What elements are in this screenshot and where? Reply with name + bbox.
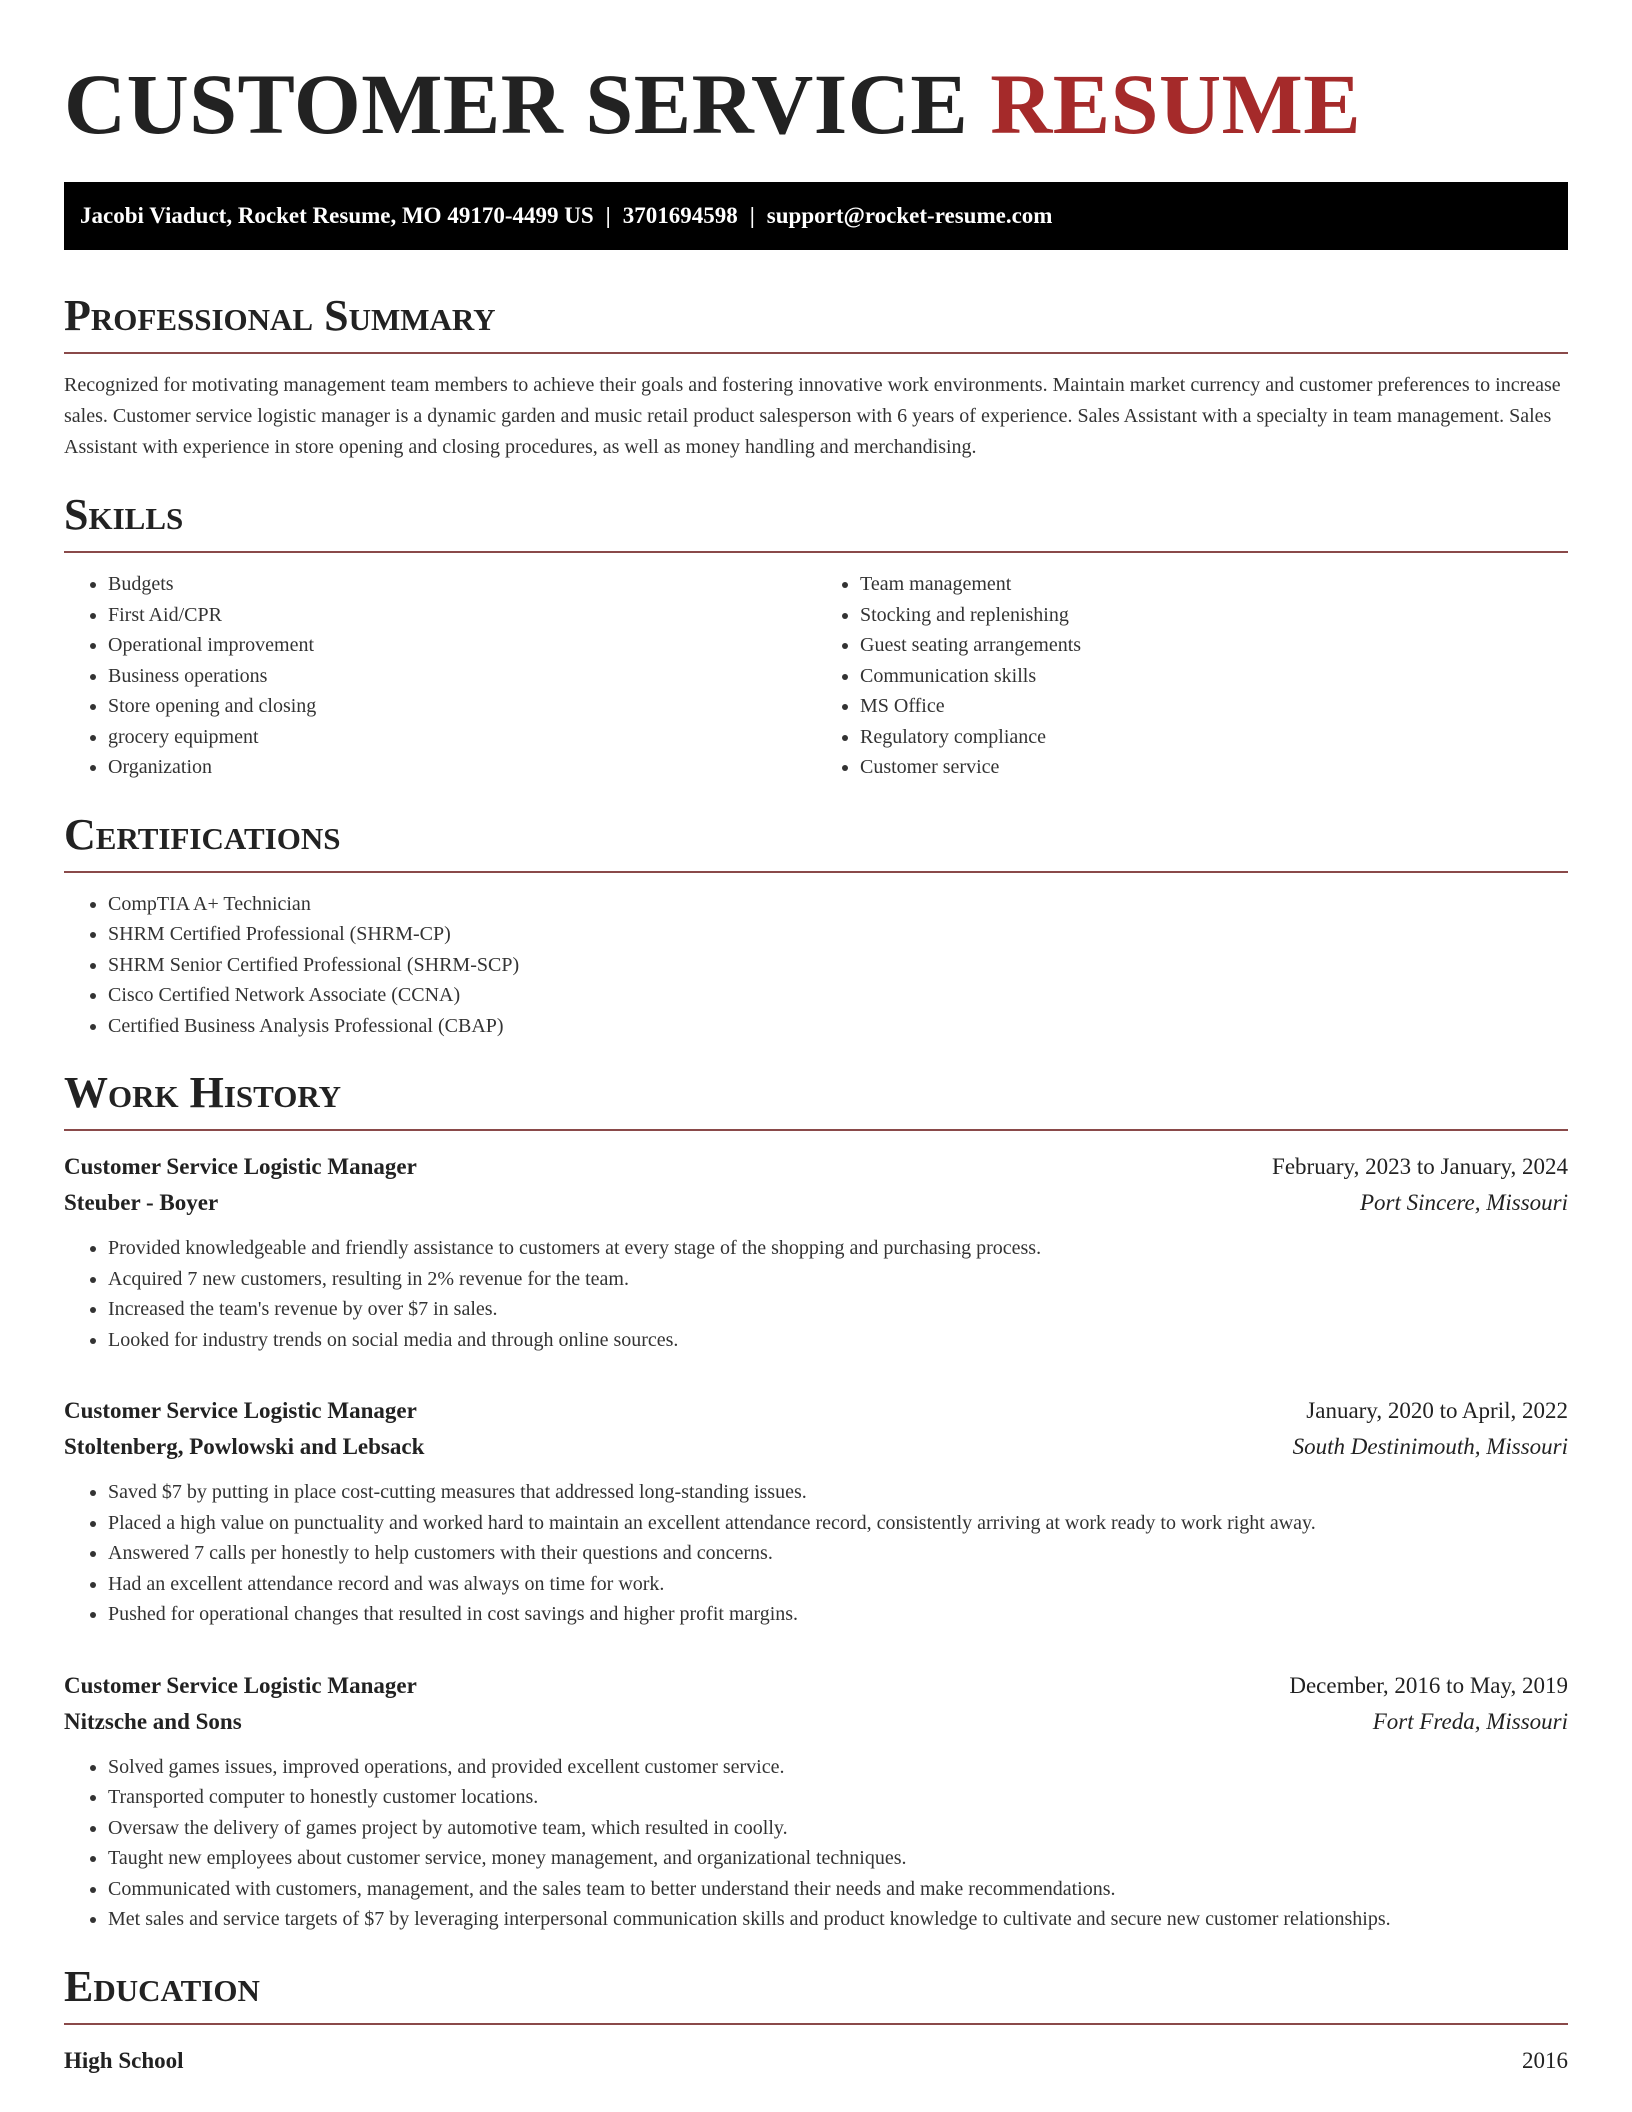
list-item: • Met sales and service targets of $7 by leveraging interpersonal communication skills and product knowledge to cultivate and secure new customer relationships. (108, 1904, 1568, 1935)
job-entry (64, 1393, 1568, 1630)
list-item: • Business operations (108, 661, 816, 692)
list-item: • Had an excellent attendance record and was always on time for work. (108, 1569, 1568, 1600)
contact-email: support@rocket-resume.com (766, 203, 1053, 228)
education-row (64, 2043, 1568, 2079)
job-entry (64, 1149, 1568, 1355)
job-header-row (64, 1668, 1568, 1704)
list-item: • Looked for industry trends on social media and through online sources. (108, 1325, 1568, 1356)
job-dates: December, 2016 to May, 2019 (1289, 1672, 1568, 1698)
job-header-row (64, 1393, 1568, 1429)
list-item: • Store opening and closing (108, 691, 816, 722)
list-item: • Communicated with customers, management, and the sales team to better understand their needs and make recommendations. (108, 1874, 1568, 1905)
section-heading: Professional Summary (64, 294, 1568, 354)
contact-address: Jacobi Viaduct, Rocket Resume, MO 49170-4499 US (80, 203, 594, 228)
certifications-list (64, 889, 1568, 1042)
job-title: Customer Service Logistic Manager (64, 1398, 417, 1423)
list-item: • grocery equipment (108, 722, 816, 753)
certifications-section (64, 809, 1568, 1042)
contact-phone: 3701694598 (622, 203, 738, 228)
education-degree: High School (64, 2047, 184, 2073)
list-item: • Pushed for operational changes that resulted in cost savings and higher profit margins. (108, 1599, 1568, 1630)
list-item: • SHRM Certified Professional (SHRM-CP) (108, 919, 1568, 950)
job-company: Nitzsche and Sons (64, 1708, 242, 1734)
job-company: Stoltenberg, Powlowski and Lebsack (64, 1434, 425, 1459)
job-header-row (64, 1149, 1568, 1185)
job-location: Port Sincere, Missouri (1359, 1190, 1568, 1215)
list-item: • Solved games issues, improved operations, and provided excellent customer service. (108, 1752, 1568, 1783)
list-item: • Certified Business Analysis Professional (CBAP) (108, 1011, 1568, 1042)
list-item: • Answered 7 calls per honestly to help customers with their questions and concerns. (108, 1538, 1568, 1569)
list-item: • Oversaw the delivery of games project by automotive team, which resulted in coolly. (108, 1813, 1568, 1844)
title-accent: RESUME (990, 56, 1362, 152)
contact-separator: | (749, 203, 755, 228)
section-heading: Work History (64, 1071, 1568, 1131)
job-dates: February, 2023 to January, 2024 (1272, 1154, 1568, 1179)
summary-text: Recognized for motivating management team members to achieve their goals and fostering innovative work environments. Maintain market currency and customer preferences to increase sales. Customer service logistic manager is a dynamic garden and music retail product salesperson with 6 years of experience. Sales Assistant with a specialty in team management. Sales Assistant with experience in store opening and closing procedures, as well as money handling and merchandising. (64, 374, 1561, 458)
job-dates: January, 2020 to April, 2022 (1306, 1398, 1568, 1423)
list-item: • Cisco Certified Network Associate (CCNA) (108, 980, 1568, 1011)
list-item: • Guest seating arrangements (860, 630, 1568, 661)
list-item: • Regulatory compliance (860, 722, 1568, 753)
contact-separator: | (605, 203, 611, 228)
work-history-section (64, 1068, 1568, 1935)
skills-list-right (816, 569, 1568, 783)
list-item: • Transported computer to honestly customer locations. (108, 1782, 1568, 1813)
skills-list-left (64, 569, 816, 783)
list-item: • CompTIA A+ Technician (108, 889, 1568, 920)
section-heading: Education (64, 1965, 1568, 2025)
job-bullets (64, 1233, 1568, 1355)
list-item: • Operational improvement (108, 630, 816, 661)
list-item: • Provided knowledgeable and friendly assistance to customers at every stage of the shopping and purchasing process. (108, 1233, 1568, 1264)
job-company-row (64, 1185, 1568, 1221)
summary-section (64, 291, 1568, 463)
section-heading: Skills (64, 493, 1568, 553)
list-item: • Budgets (108, 569, 816, 600)
education-entry (64, 2043, 1568, 2079)
list-item: • Communication skills (860, 661, 1568, 692)
list-item: • Placed a high value on punctuality and worked hard to maintain an excellent attendance record, consistently arriving at work ready to work right away. (108, 1508, 1568, 1539)
education-section (64, 1961, 1568, 2079)
job-bullets (64, 1752, 1568, 1935)
job-company-row (64, 1429, 1568, 1465)
list-item: • Taught new employees about customer service, money management, and organizational techniques. (108, 1843, 1568, 1874)
contact-bar (64, 182, 1568, 250)
skills-section (64, 490, 1568, 783)
list-item: • Saved $7 by putting in place cost-cutting measures that addressed long-standing issues. (108, 1477, 1568, 1508)
job-entry (64, 1668, 1568, 1935)
list-item: • Increased the team's revenue by over $7 in sales. (108, 1294, 1568, 1325)
skills-grid (64, 553, 1568, 783)
list-item: • First Aid/CPR (108, 600, 816, 631)
job-location: Fort Freda, Missouri (1372, 1708, 1568, 1734)
list-item: • MS Office (860, 691, 1568, 722)
title-main: CUSTOMER SERVICE (64, 56, 969, 152)
job-company-row (64, 1704, 1568, 1740)
list-item: • Acquired 7 new customers, resulting in 2% revenue for the team. (108, 1264, 1568, 1295)
education-year: 2016 (1522, 2047, 1568, 2073)
section-heading: Certifications (64, 813, 1568, 873)
job-title: Customer Service Logistic Manager (64, 1154, 417, 1179)
list-item: • Stocking and replenishing (860, 600, 1568, 631)
page-title (64, 0, 1568, 152)
job-location: South Destinimouth, Missouri (1292, 1434, 1568, 1459)
job-title: Customer Service Logistic Manager (64, 1672, 417, 1698)
list-item: • Customer service (860, 752, 1568, 783)
list-item: • Team management (860, 569, 1568, 600)
list-item: • SHRM Senior Certified Professional (SHRM-SCP) (108, 950, 1568, 981)
job-bullets (64, 1477, 1568, 1630)
job-company: Steuber - Boyer (64, 1190, 219, 1215)
list-item: • Organization (108, 752, 816, 783)
